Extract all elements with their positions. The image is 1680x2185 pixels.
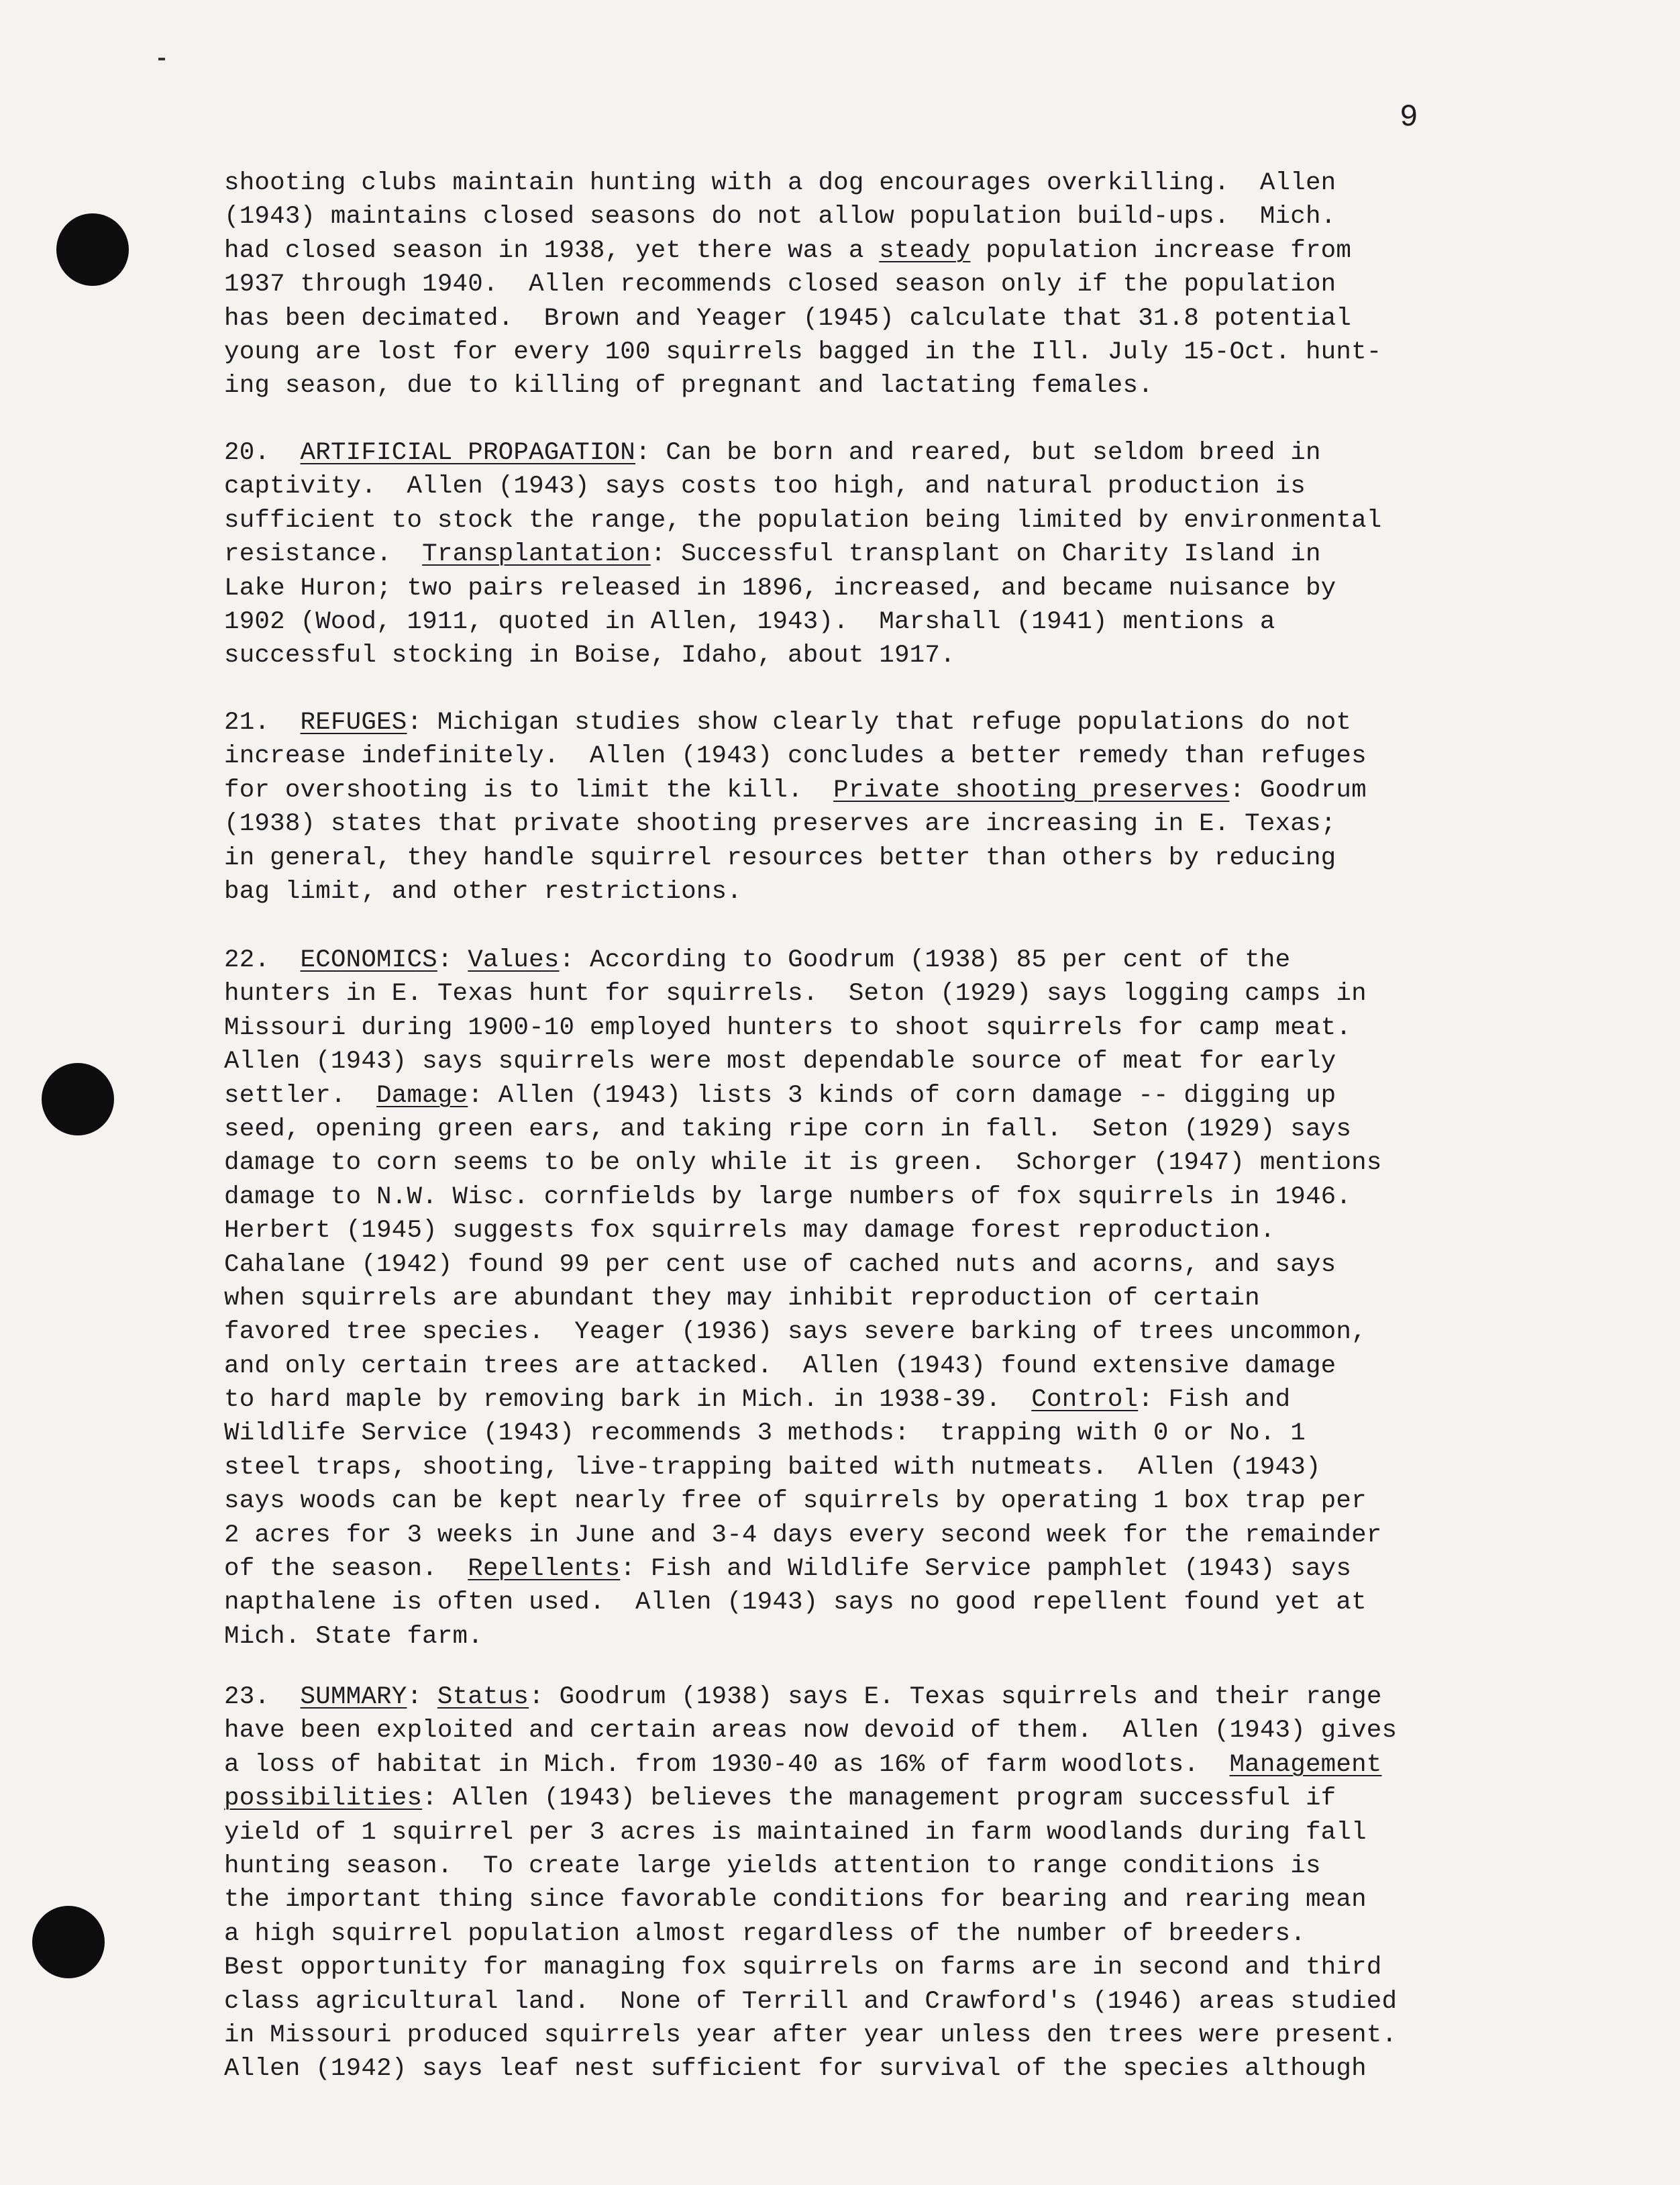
text-line (224, 1146, 1539, 1180)
text-segment: : Allen (1943) believes the management program successful if (422, 1784, 1336, 1813)
underlined-term: Status (437, 1683, 529, 1711)
text-line (224, 605, 1539, 639)
text-segment: 23. (224, 1683, 301, 1711)
text-line (224, 200, 1539, 234)
text-segment: : Successful transplant on Charity Island in (650, 540, 1321, 569)
stray-mark (158, 58, 165, 60)
underlined-term: REFUGES (300, 709, 407, 737)
text-segment: says woods can be kept nearly free of squirrels by operating 1 box trap per (224, 1487, 1367, 1516)
text-segment: hunters in E. Texas hunt for squirrels. Seton (1929) says logging camps in (224, 980, 1367, 1009)
text-line (224, 1383, 1539, 1417)
text-line (224, 1917, 1539, 1951)
text-segment: 2 acres for 3 weeks in June and 3-4 days every second week for the remainder (224, 1521, 1382, 1549)
text-segment: Mich. State farm. (224, 1622, 483, 1651)
text-segment: Cahalane (1942) found 99 per cent use of cached nuts and acorns, and says (224, 1250, 1336, 1279)
text-segment: Missouri during 1900-10 employed hunters to shoot squirrels for camp meat. (224, 1013, 1352, 1042)
text-line (224, 1011, 1539, 1045)
text-line (224, 1079, 1539, 1113)
text-line (224, 336, 1539, 369)
underlined-term: Values (468, 946, 560, 974)
text-line (224, 1484, 1539, 1518)
text-segment: to hard maple by removing bark in Mich. in 1938-39. (224, 1386, 1032, 1415)
text-segment: had closed season in 1938, yet there was a (224, 236, 880, 265)
text-segment: when squirrels are abundant they may inhibit reproduction of certain (224, 1284, 1260, 1313)
text-segment: steel traps, shooting, live-trapping baited with nutmeats. Allen (1943) (224, 1453, 1321, 1482)
text-segment: seed, opening green ears, and taking ripe corn in fall. Seton (1929) says (224, 1115, 1352, 1144)
text-segment: has been decimated. Brown and Yeager (1945) calculate that 31.8 potential (224, 304, 1352, 333)
underlined-term: possibilities (224, 1784, 423, 1813)
text-segment: 22. (224, 946, 301, 974)
text-line (224, 538, 1539, 571)
underlined-term: ECONOMICS (300, 946, 437, 974)
text-segment: captivity. Allen (1943) says costs too high, and natural production is (224, 472, 1306, 501)
text-segment: hunting season. To create large yields attention to range conditions is (224, 1851, 1321, 1880)
text-segment: settler. (224, 1081, 377, 1110)
paragraph-summary (224, 1680, 1539, 2086)
text-segment: 1937 through 1940. Allen recommends closed season only if the population (224, 270, 1336, 299)
text-segment: ing season, due to killing of pregnant and lactating females. (224, 372, 1153, 401)
text-segment: Wildlife Service (1943) recommends 3 methods: trapping with 0 or No. 1 (224, 1419, 1306, 1448)
text-line (224, 166, 1539, 200)
text-segment: a high squirrel population almost regardless of the number of breeders. (224, 1919, 1306, 1948)
text-line (224, 944, 1539, 977)
text-line (224, 1113, 1539, 1146)
text-segment: 21. (224, 709, 301, 737)
underlined-term: Private shooting preserves (833, 776, 1230, 805)
text-line (224, 1315, 1539, 1349)
text-segment: a loss of habitat in Mich. from 1930-40 as 16% of farm woodlots. (224, 1750, 1230, 1779)
text-line (224, 1782, 1539, 1815)
text-segment: resistance. (224, 540, 423, 569)
text-line (224, 369, 1539, 403)
underlined-term: Management (1229, 1750, 1382, 1779)
text-line (224, 1180, 1539, 1214)
text-line (224, 1849, 1539, 1883)
text-segment: yield of 1 squirrel per 3 acres is maintained in farm woodlands during fall (224, 1818, 1367, 1847)
underlined-term: SUMMARY (300, 1683, 407, 1711)
text-segment: Best opportunity for managing fox squirrels on farms are in second and third (224, 1953, 1382, 1982)
text-line (224, 1350, 1539, 1383)
text-segment: for overshooting is to limit the kill. (224, 776, 834, 805)
text-segment: : Fish and Wildlife Service pamphlet (1943) says (620, 1555, 1352, 1584)
text-line (224, 639, 1539, 672)
text-segment: Allen (1942) says leaf nest sufficient for survival of the species although (224, 2055, 1367, 2084)
text-segment: damage to N.W. Wisc. cornfields by large numbers of fox squirrels in 1946. (224, 1182, 1352, 1211)
underlined-term: Repellents (468, 1555, 621, 1584)
text-line (224, 302, 1539, 336)
paragraph-artificial-propagation (224, 436, 1539, 673)
punch-hole-top (56, 213, 129, 286)
text-line (224, 1620, 1539, 1654)
text-segment: of the season. (224, 1555, 468, 1584)
text-segment: shooting clubs maintain hunting with a dog encourages overkilling. Allen (224, 169, 1336, 197)
underlined-term: ARTIFICIAL PROPAGATION (300, 439, 636, 467)
text-line (224, 1816, 1539, 1849)
text-line (224, 875, 1539, 909)
text-line (224, 1985, 1539, 2019)
text-line (224, 470, 1539, 503)
text-line (224, 842, 1539, 875)
text-line (224, 234, 1539, 268)
text-line (224, 268, 1539, 301)
text-line (224, 1951, 1539, 1984)
text-segment: : Allen (1943) lists 3 kinds of corn damage -- digging up (468, 1081, 1336, 1110)
text-line (224, 774, 1539, 807)
text-segment: young are lost for every 100 squirrels bagged in the Ill. July 15-Oct. hunt- (224, 338, 1382, 366)
text-segment: Allen (1943) says squirrels were most dependable source of meat for early (224, 1048, 1336, 1076)
text-segment: Lake Huron; two pairs released in 1896, increased, and became nuisance by (224, 574, 1336, 603)
text-line (224, 436, 1539, 470)
text-segment: : Goodrum (1229, 776, 1367, 805)
underlined-term: Control (1031, 1386, 1139, 1415)
text-segment: : Fish and (1138, 1386, 1291, 1415)
underlined-term: steady (879, 236, 971, 265)
underlined-term: Transplantation (422, 540, 651, 569)
page-number: 9 (1400, 100, 1418, 135)
text-line (224, 1214, 1539, 1248)
text-segment: : (437, 946, 468, 974)
text-line (224, 1586, 1539, 1619)
text-segment: napthalene is often used. Allen (1943) says no good repellent found yet at (224, 1588, 1367, 1617)
text-segment: : (407, 1683, 437, 1711)
text-segment: 20. (224, 439, 301, 467)
text-line (224, 977, 1539, 1011)
text-line (224, 1748, 1539, 1782)
text-segment: (1943) maintains closed seasons do not allow population build-ups. Mich. (224, 203, 1336, 232)
text-line (224, 1248, 1539, 1282)
punch-hole-middle (42, 1063, 114, 1135)
paragraph-refuges (224, 706, 1539, 909)
text-line (224, 1045, 1539, 1078)
text-line (224, 807, 1539, 841)
text-segment: favored tree species. Yeager (1936) says severe barking of trees uncommon, (224, 1318, 1367, 1347)
text-line (224, 1552, 1539, 1586)
paragraph-economics (224, 944, 1539, 1654)
text-line (224, 2052, 1539, 2086)
text-line (224, 706, 1539, 740)
text-segment: : According to Goodrum (1938) 85 per cent of the (559, 946, 1291, 974)
text-line (224, 572, 1539, 605)
text-segment: population increase from (970, 236, 1352, 265)
text-segment: : Can be born and reared, but seldom breed in (635, 439, 1321, 467)
text-segment: and only certain trees are attacked. Allen (1943) found extensive damage (224, 1352, 1336, 1380)
text-segment: : Goodrum (1938) says E. Texas squirrels and their range (529, 1683, 1382, 1711)
text-line (224, 1417, 1539, 1450)
text-segment: Herbert (1945) suggests fox squirrels may damage forest reproduction. (224, 1217, 1275, 1246)
text-segment: damage to corn seems to be only while it is green. Schorger (1947) mentions (224, 1149, 1382, 1178)
text-line (224, 740, 1539, 773)
text-line (224, 1883, 1539, 1917)
text-segment: in general, they handle squirrel resources better than others by reducing (224, 844, 1336, 872)
text-segment: 1902 (Wood, 1911, quoted in Allen, 1943). Marshall (1941) mentions a (224, 607, 1275, 636)
text-segment: : Michigan studies show clearly that refuge populations do not (407, 709, 1352, 737)
text-segment: in Missouri produced squirrels year after year unless den trees were present. (224, 2021, 1398, 2049)
text-segment: have been exploited and certain areas now devoid of them. Allen (1943) gives (224, 1717, 1398, 1745)
underlined-term: Damage (376, 1081, 468, 1110)
text-line (224, 1451, 1539, 1484)
text-segment: the important thing since favorable conditions for bearing and rearing mean (224, 1886, 1367, 1915)
punch-hole-bottom (32, 1906, 105, 1978)
text-segment: successful stocking in Boise, Idaho, about 1917. (224, 642, 955, 670)
text-line (224, 1680, 1539, 1714)
text-line (224, 504, 1539, 538)
text-line (224, 2019, 1539, 2052)
text-line (224, 1282, 1539, 1315)
text-segment: bag limit, and other restrictions. (224, 877, 742, 906)
paragraph-continuation (224, 166, 1539, 403)
text-segment: class agricultural land. None of Terrill and Crawford's (1946) areas studied (224, 1987, 1398, 2016)
text-line (224, 1714, 1539, 1747)
text-segment: (1938) states that private shooting preserves are increasing in E. Texas; (224, 810, 1336, 839)
text-segment: increase indefinitely. Allen (1943) concludes a better remedy than refuges (224, 742, 1367, 771)
text-segment: sufficient to stock the range, the population being limited by environmental (224, 506, 1382, 535)
text-line (224, 1519, 1539, 1552)
